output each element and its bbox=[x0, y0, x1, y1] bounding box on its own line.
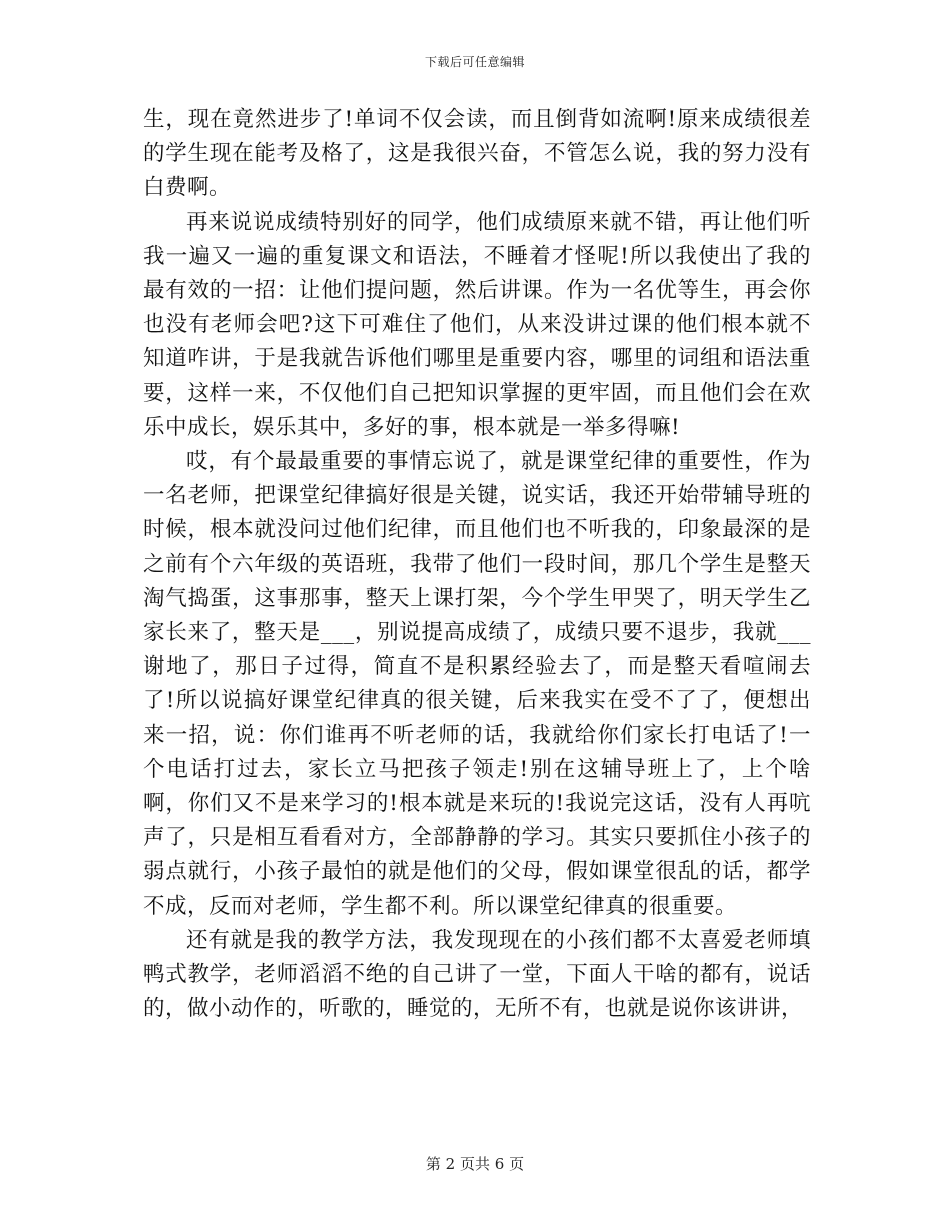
document-body bbox=[143, 103, 811, 1026]
paragraph-2: 再来说说成绩特别好的同学，他们成绩原来就不错，再让他们听我一遍又一遍的重复课文和语法，不睡着才怪呢!所以我使出了我的最有效的一招：让他们提问题，然后讲课。作为一名优等生，再会你也没有老师会吧?这下可难住了他们，从来没讲过课的他们根本就不知道咋讲，于是我就告诉他们哪里是重要内容，哪里的词组和语法重要，这样一来，不仅他们自己把知识掌握的更牢固，而且他们会在欢乐中成长，娱乐其中，多好的事，根本就是一举多得嘛! bbox=[143, 209, 811, 440]
page-header: 下载后可任意编辑 bbox=[424, 55, 525, 69]
paragraph-3: 哎，有个最最重要的事情忘说了，就是课堂纪律的重要性，作为一名老师，把课堂纪律搞好很是关键，说实话，我还开始带辅导班的时候，根本就没问过他们纪律，而且他们也不听我的，印象最深的是之前有个六年级的英语班，我带了他们一段时间，那几个学生是整天淘气捣蛋，这事那事，整天上课打架，今个学生甲哭了，明天学生乙家长来了，整天是___，别说提高成绩了，成绩只要不退步，我就___谢地了，那日子过得，简直不是积累经验去了，而是整天看喧闹去了!所以说搞好课堂纪律真的很关键，后来我实在受不了了，便想出来一招，说：你们谁再不听老师的话，我就给你们家长打电话了!一个电话打过去，家长立马把孩子领走!别在这辅导班上了，上个啥啊，你们又不是来学习的!根本就是来玩的!我说完这话，没有人再吭声了，只是相互看看对方，全部静静的学习。其实只要抓住小孩子的弱点就行，小孩子最怕的就是他们的父母，假如课堂很乱的话，都学不成，反而对老师，学生都不利。所以课堂纪律真的很重要。 bbox=[143, 449, 811, 919]
paragraph-4: 还有就是我的教学方法，我发现现在的小孩们都不太喜爱老师填鸭式教学，老师滔滔不绝的自己讲了一堂，下面人干啥的都有，说话的，做小动作的，听歌的，睡觉的，无所不有，也就是说你该讲讲， bbox=[143, 927, 811, 1022]
page-footer: 第 2 页共 6 页 bbox=[425, 1155, 525, 1173]
paragraph-1: 生，现在竟然进步了!单词不仅会读，而且倒背如流啊!原来成绩很差的学生现在能考及格了，这是我很兴奋，不管怎么说，我的努力没有白费啊。 bbox=[143, 107, 811, 201]
